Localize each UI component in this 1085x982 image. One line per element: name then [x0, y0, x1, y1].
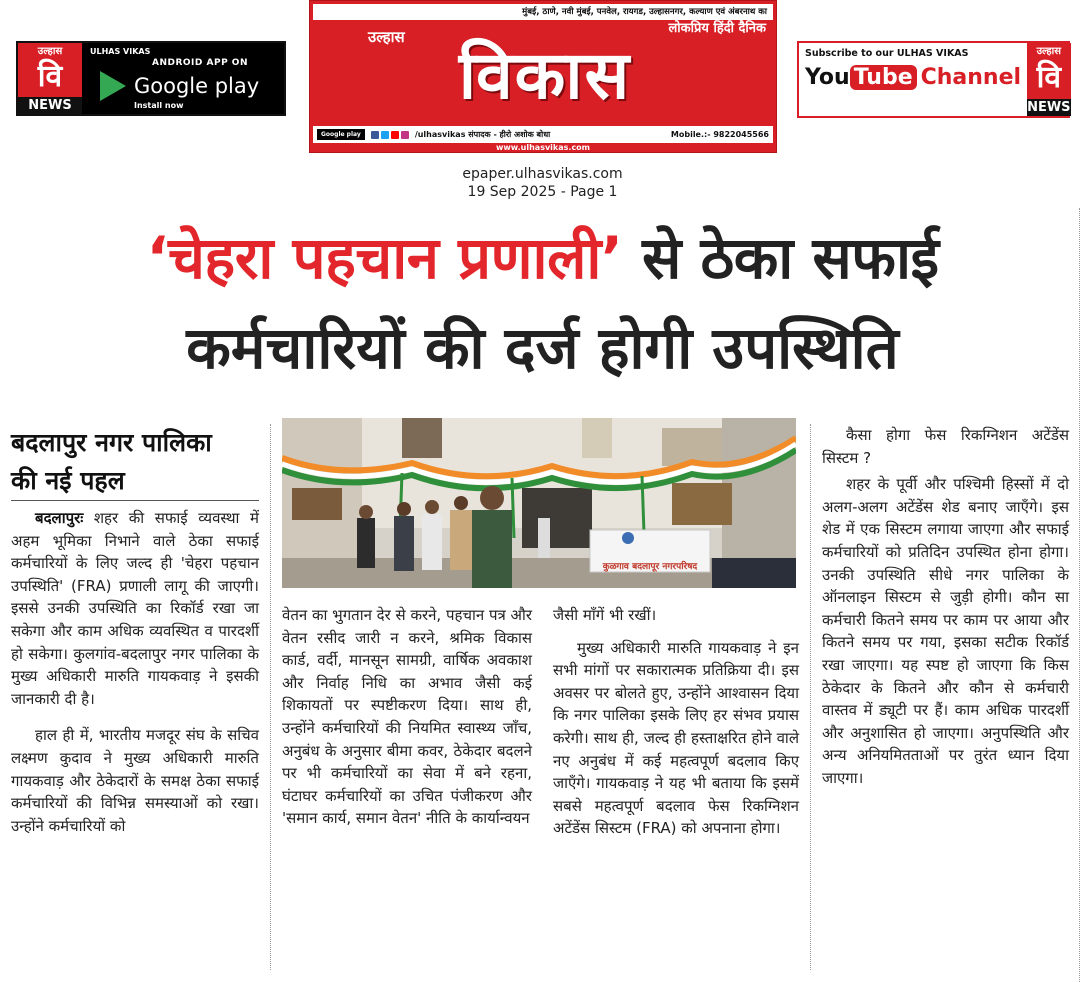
article-headline: [0, 212, 1085, 392]
newspaper-masthead: [309, 0, 777, 153]
paragraph: जैसी माँगें भी रखीं।: [553, 606, 657, 624]
google-play-icon: [100, 71, 126, 101]
twitter-icon: [381, 131, 389, 139]
masthead-title: विकास: [458, 37, 632, 114]
headline-line-1-rest: से ठेका सफाई: [642, 224, 939, 292]
facebook-icon: [371, 131, 379, 139]
badge-news-text: NEWS: [1027, 100, 1071, 115]
paragraph: वेतन का भुगतान देर से करने, पहचान पत्र और वेतन रसीद जारी न करने, श्रमिक विकास कार्ड, वर्दी, मानसून सामग्री, वार्षिक अवकाश और निर्वाह निधि का अभाव जैसी कई शिकायतों पर स्पष्टीकरण दिया। साथ ही, उन्होंने कर्मचारियों की नियमित स्वास्थ्य जाँच, अनुबंध के अनुसार बीमा कवर, ठेकेदार बदलने पर भी कर्मचारियों का सेवा में बने रहना, घंटाघर कर्मचारियों का उचित पंजीकरण और 'समान कार्य, समान वेतन' नीति के कार्यान्वयन: [282, 606, 533, 828]
youtube-tube-text: Tube: [850, 65, 917, 90]
municipal-building-photo: [282, 418, 796, 588]
google-play-label: Google play: [134, 74, 260, 98]
strip-google-play: Google play: [317, 129, 365, 140]
badge-main-text: वि: [1036, 60, 1062, 95]
brand-label: ULHAS VIKAS: [90, 47, 151, 56]
instagram-icon: [401, 131, 409, 139]
section-question: कैसा होगा फेस रिकग्निशन अटेंडेंस सिस्टम ?: [822, 426, 1069, 467]
subhead-line-1: बदलापुर नगर पालिका: [11, 428, 212, 457]
article-column-4: [822, 424, 1069, 790]
paragraph: शहर के पूर्वी और पश्चिमी हिस्सों में दो अलग-अलग अटेंडेंस शेड बनाए जाएँगे। इस शेड में एक सिस्टम लगाया जाएगा और सफाई कर्मचारियों को प्रतिदिन उपस्थित होना होगा। उनकी उपस्थिति सीधे नगर पालिका के ऑनलाइन सिस्टम से जुड़ी होगी। कौन सा कर्मचारी कितने समय पर काम पर आया और कितने समय पर गया, इसका सटीक रिकॉर्ड रखा जाएगा। यह स्पष्ट हो जाएगा कि किस ठेकेदार के कितने और कौन से कर्मचारी वास्तव में ड्यूटी पर हैं। काम अधिक पारदर्शी और अनुशासित हो जाएगा। अनुपस्थिति और अन्य अनियमितताओं पर तुरंत ध्यान दिया जाएगा।: [822, 475, 1069, 787]
badge-main-text: वि: [37, 59, 63, 94]
headline-highlight: ‘चेहरा पहचान प्रणाली’: [146, 224, 623, 292]
youtube-channel-promo[interactable]: [797, 41, 1070, 118]
paragraph: मुख्य अधिकारी मारुति गायकवाड़ ने इन सभी मांगों पर सकारात्मक प्रतिक्रिया दी। इस अवसर पर बोलते हुए, उन्होंने आश्वासन दिया कि नगर पालिका इसके लिए हर संभव प्रयास करेगी। साथ ही, जल्द ही हस्ताक्षरित होने वाले नए अनुबंध में कई महत्वपूर्ण बदलाव किए जाएँगे। गायकवाड़ ने यह भी बताया कि इसमें सबसे महत्वपूर्ण बदलाव फेस रिकग्निशन अटेंडेंस सिस्टम (FRA) को अपनाना होगा।: [553, 638, 799, 838]
paragraph: [11, 507, 259, 710]
strip-contact: /ulhasvikas संपादक - हीरो अशोक बोधा: [414, 130, 551, 139]
youtube-channel-text: Channel: [920, 65, 1022, 90]
install-now-label: Install now: [134, 101, 184, 110]
masthead-website: www.ulhasvikas.com: [495, 143, 591, 152]
youtube-box[interactable]: [799, 43, 1027, 116]
google-play-box[interactable]: [82, 43, 284, 114]
youtube-icon: [391, 131, 399, 139]
masthead-name-small: उल्हास: [368, 28, 405, 46]
badge-top-text: उल्हास: [37, 46, 63, 57]
headline-line-2: कर्मचारियों की दर्ज होगी उपस्थिति: [186, 314, 899, 382]
dateline: बदलापुरः: [35, 509, 84, 527]
article-subhead: [11, 424, 261, 500]
column-divider-3: [810, 424, 811, 970]
article-photo: [282, 418, 796, 588]
masthead-tagline: लोकप्रिय हिंदी दैनिक: [668, 21, 766, 36]
android-label: ANDROID APP ON: [152, 58, 248, 68]
strip-mobile: Mobile.:- 9822045566: [670, 130, 769, 139]
subscribe-label: Subscribe to our ULHAS VIKAS: [805, 48, 969, 59]
badge-top-text: उल्हास: [1036, 46, 1062, 57]
ulhas-vikas-news-logo: [18, 43, 82, 114]
badge-news-text: NEWS: [18, 97, 82, 114]
article-column-2: [282, 604, 532, 830]
article-column-1: [11, 507, 259, 837]
subhead-divider: [11, 500, 259, 501]
col1-p1-text: शहर की सफाई व्यवस्था में अहम भूमिका निभाने वाले ठेका सफाई कर्मचारियों के लिए जल्द ही 'चेहरा पहचान उपस्थिति' (FRA) प्रणाली लागू की जाएगी। इससे उनकी उपस्थिति का रिकॉर्ड रखा जा सकेगा और काम अधिक व्यवस्थित व पारदर्शी हो सकेगा। कुलगांव-बदलापुर नगर पालिका के मुख्य अधिकारी मारुति गायकवाड़ ने इसकी जानकारी दी है।: [11, 509, 259, 708]
subhead-line-2: की नई पहल: [11, 466, 125, 495]
headline-line-1: [0, 212, 1085, 304]
epaper-source: [0, 165, 1085, 201]
masthead-cities: मुंबई, ठाणे, नवी मुंबई, पनवेल, रायगड, उल्हासनगर, कल्याण एवं अंबरनाथ का: [313, 4, 773, 20]
youtube-you-text: You: [805, 65, 850, 90]
android-app-promo[interactable]: [16, 41, 286, 116]
epaper-site[interactable]: epaper.ulhasvikas.com: [462, 166, 623, 182]
paragraph: हाल ही में, भारतीय मजदूर संघ के सचिव लक्ष्मण कुदाव ने मुख्य अधिकारी मारुति गायकवाड़ और ठेकेदारों के समक्ष ठेका सफाई कर्मचारियों की विभिन्न समस्याओं को रखा। उन्होंने कर्मचारियों को: [11, 726, 259, 835]
masthead-contact-strip: [313, 126, 773, 143]
photo-sign-text: कुळगाव बदलापूर नगरपरिषद: [602, 562, 698, 572]
date-page: 19 Sep 2025 - Page 1: [467, 184, 618, 200]
ulhas-vikas-news-logo-right: [1027, 43, 1070, 116]
column-divider-1: [270, 424, 271, 970]
article-column-3: [553, 604, 799, 840]
